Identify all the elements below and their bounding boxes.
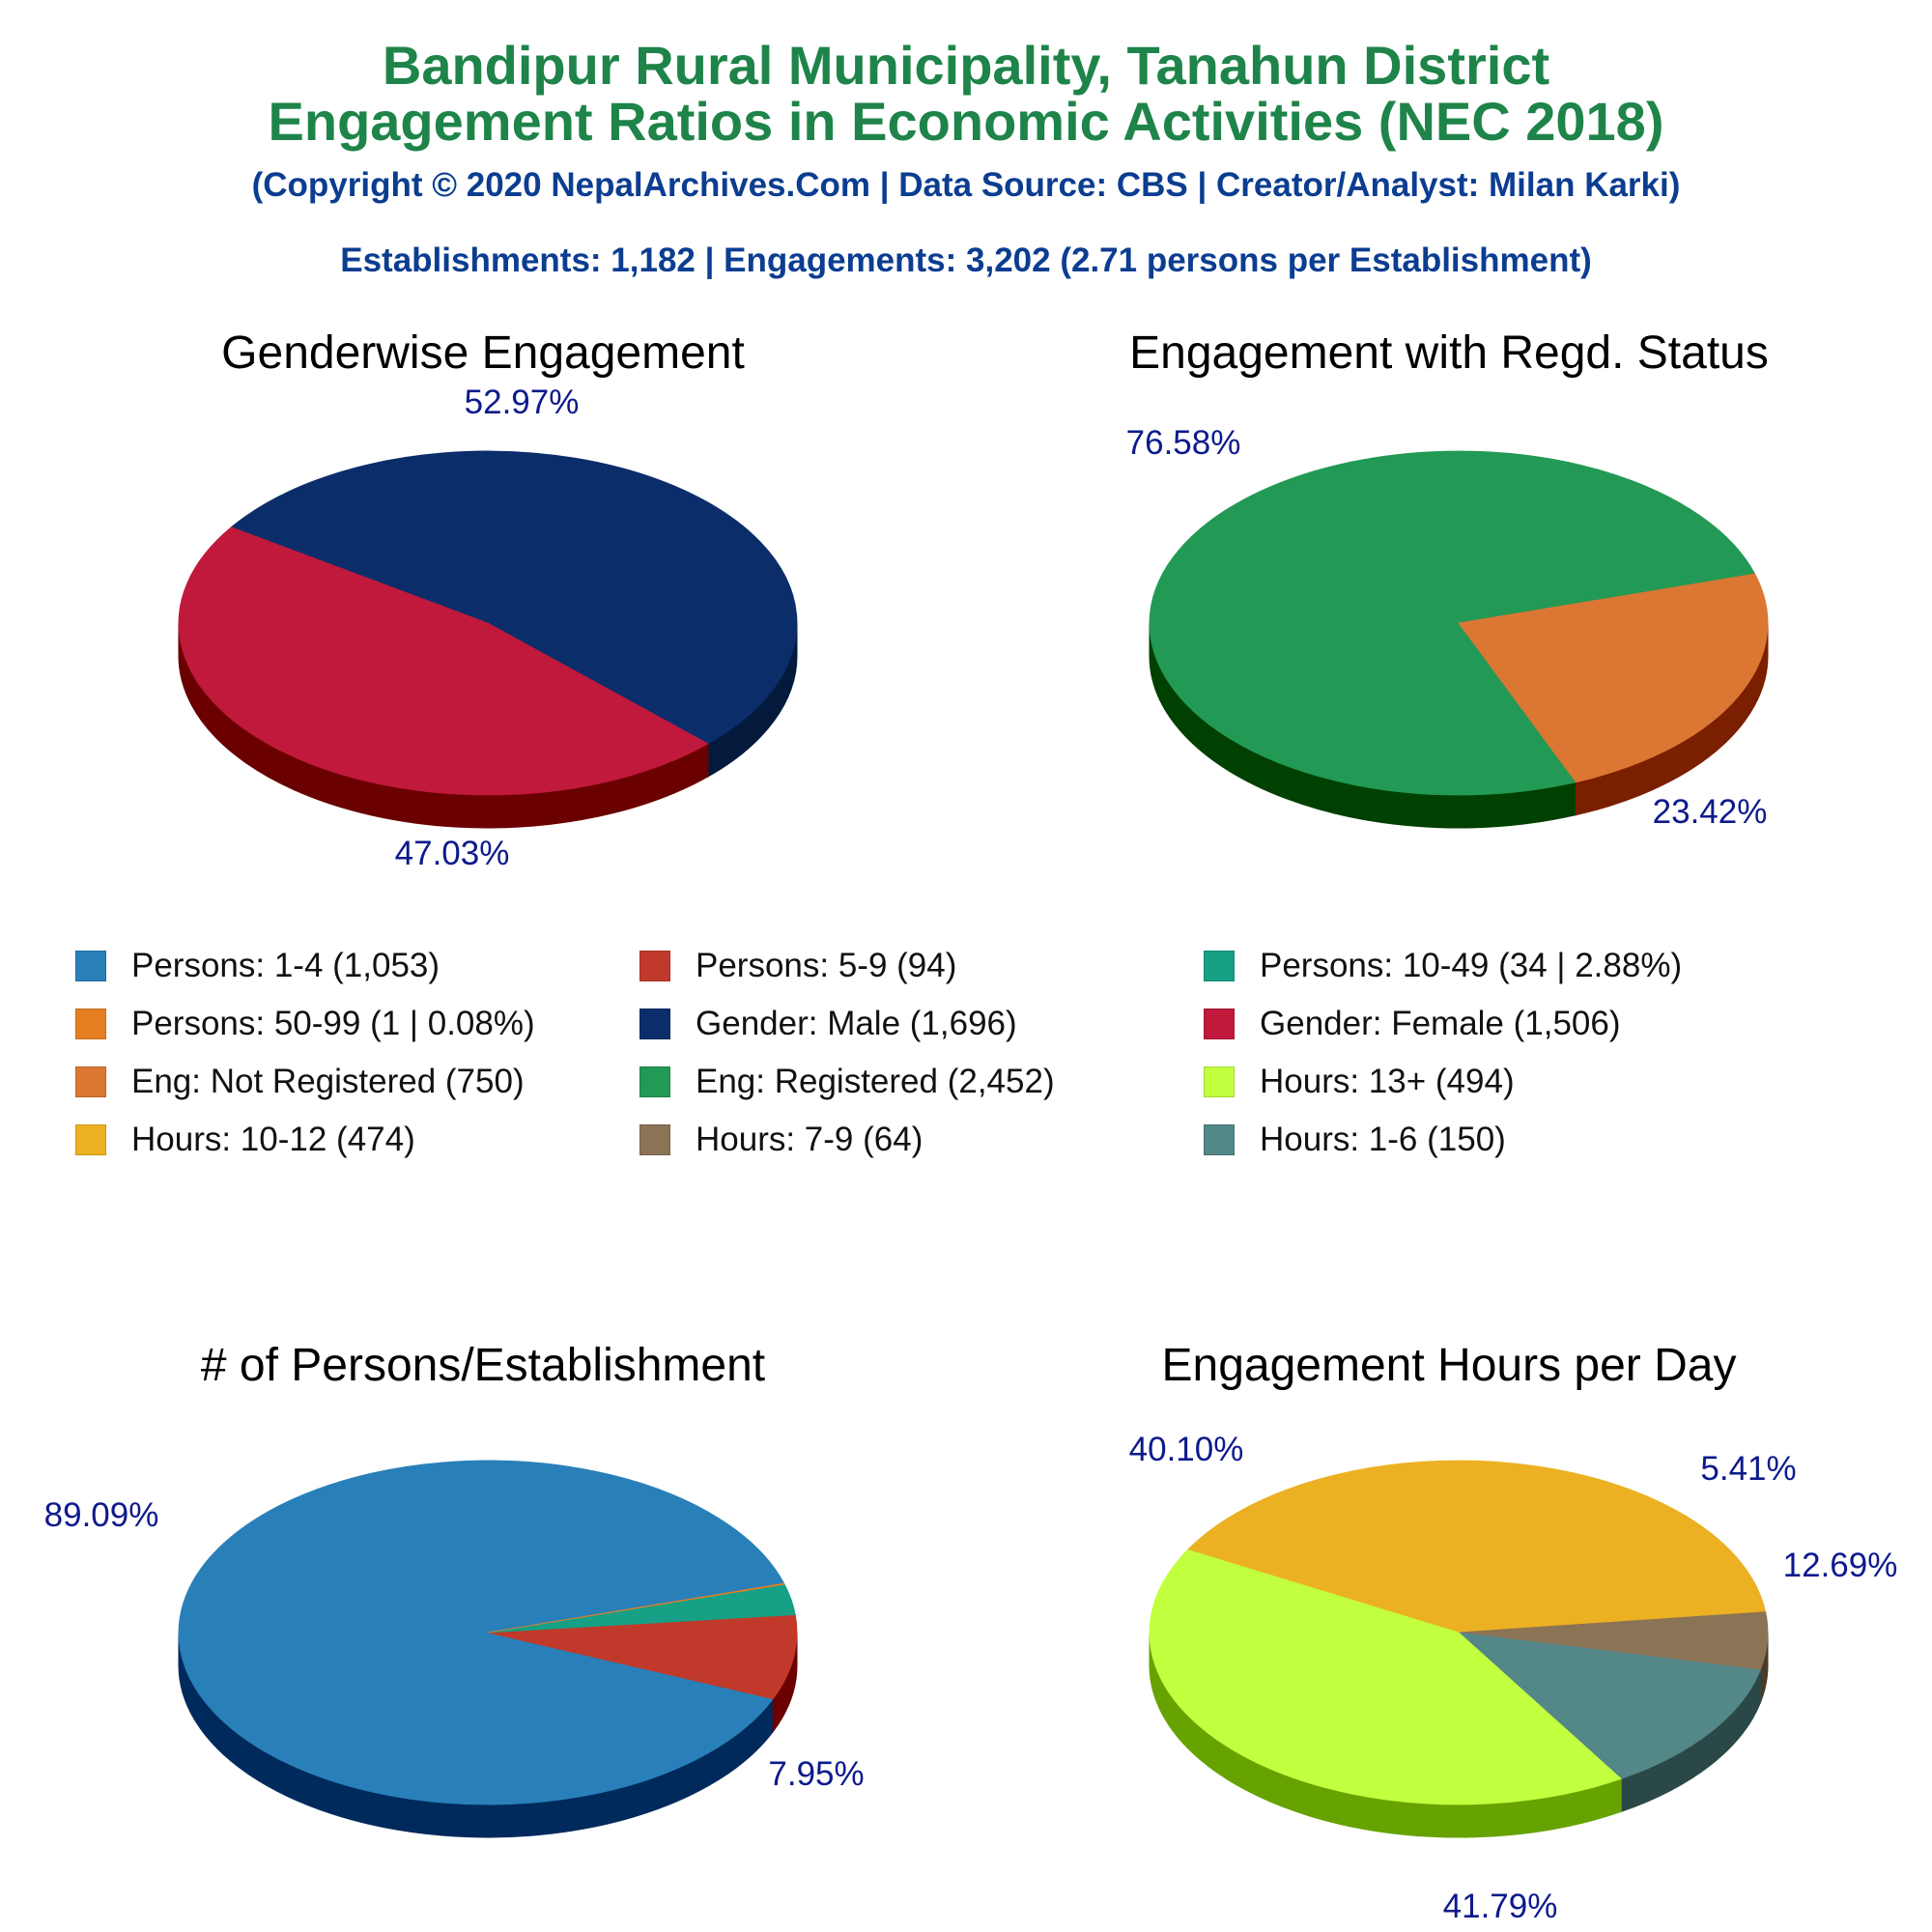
legend-label: Persons: 5-9 (94) xyxy=(696,947,957,984)
pie-slice-label: 76.58% xyxy=(1125,424,1241,462)
legend-label: Hours: 13+ (494) xyxy=(1260,1063,1515,1100)
pie-title-persons: # of Persons/Establishment xyxy=(200,1340,766,1391)
summary-line: Establishments: 1,182 | Engagements: 3,202 (2.71 persons per Establishment) xyxy=(340,242,1592,279)
legend-label: Persons: 50-99 (1 | 0.08%) xyxy=(131,1005,535,1042)
pie-slice-label: 5.41% xyxy=(1700,1450,1797,1488)
copyright-line: (Copyright © 2020 NepalArchives.Com | Data Source: CBS | Creator/Analyst: Milan Karki) xyxy=(251,166,1681,204)
legend-label: Persons: 10-49 (34 | 2.88%) xyxy=(1260,947,1683,984)
pie-slice-label: 47.03% xyxy=(394,835,510,872)
chart-title-line1: Bandipur Rural Municipality, Tanahun District xyxy=(382,35,1550,96)
pie-chart xyxy=(179,384,797,872)
legend-label: Persons: 1-4 (1,053) xyxy=(131,947,440,984)
pie-chart xyxy=(44,1461,865,1837)
pie-title-hours: Engagement Hours per Day xyxy=(1161,1340,1737,1391)
pie-slice-label: 40.10% xyxy=(1128,1431,1244,1468)
pie-slice-label: 12.69% xyxy=(1782,1547,1898,1584)
pie-slice-label: 41.79% xyxy=(1442,1888,1558,1925)
legend-label: Hours: 7-9 (64) xyxy=(696,1121,923,1158)
legend-label: Eng: Registered (2,452) xyxy=(696,1063,1055,1100)
legend-label: Hours: 10-12 (474) xyxy=(131,1121,415,1158)
legend-label: Eng: Not Registered (750) xyxy=(131,1063,525,1100)
pie-title-gender: Genderwise Engagement xyxy=(221,327,745,379)
pie-slice-label: 23.42% xyxy=(1652,793,1768,831)
chart-title-line2: Engagement Ratios in Economic Activities (NEC 2018) xyxy=(268,91,1664,152)
pie-slice-label: 89.09% xyxy=(43,1496,159,1534)
pie-title-registration: Engagement with Regd. Status xyxy=(1129,327,1769,379)
pie-chart xyxy=(1129,1431,1898,1925)
legend-label: Gender: Male (1,696) xyxy=(696,1005,1017,1042)
pie-slice-label: 7.95% xyxy=(768,1755,865,1793)
pie-slice-label: 52.97% xyxy=(464,384,580,421)
pie-chart xyxy=(1126,424,1768,831)
legend-label: Gender: Female (1,506) xyxy=(1260,1005,1621,1042)
legend-label: Hours: 1-6 (150) xyxy=(1260,1121,1506,1158)
